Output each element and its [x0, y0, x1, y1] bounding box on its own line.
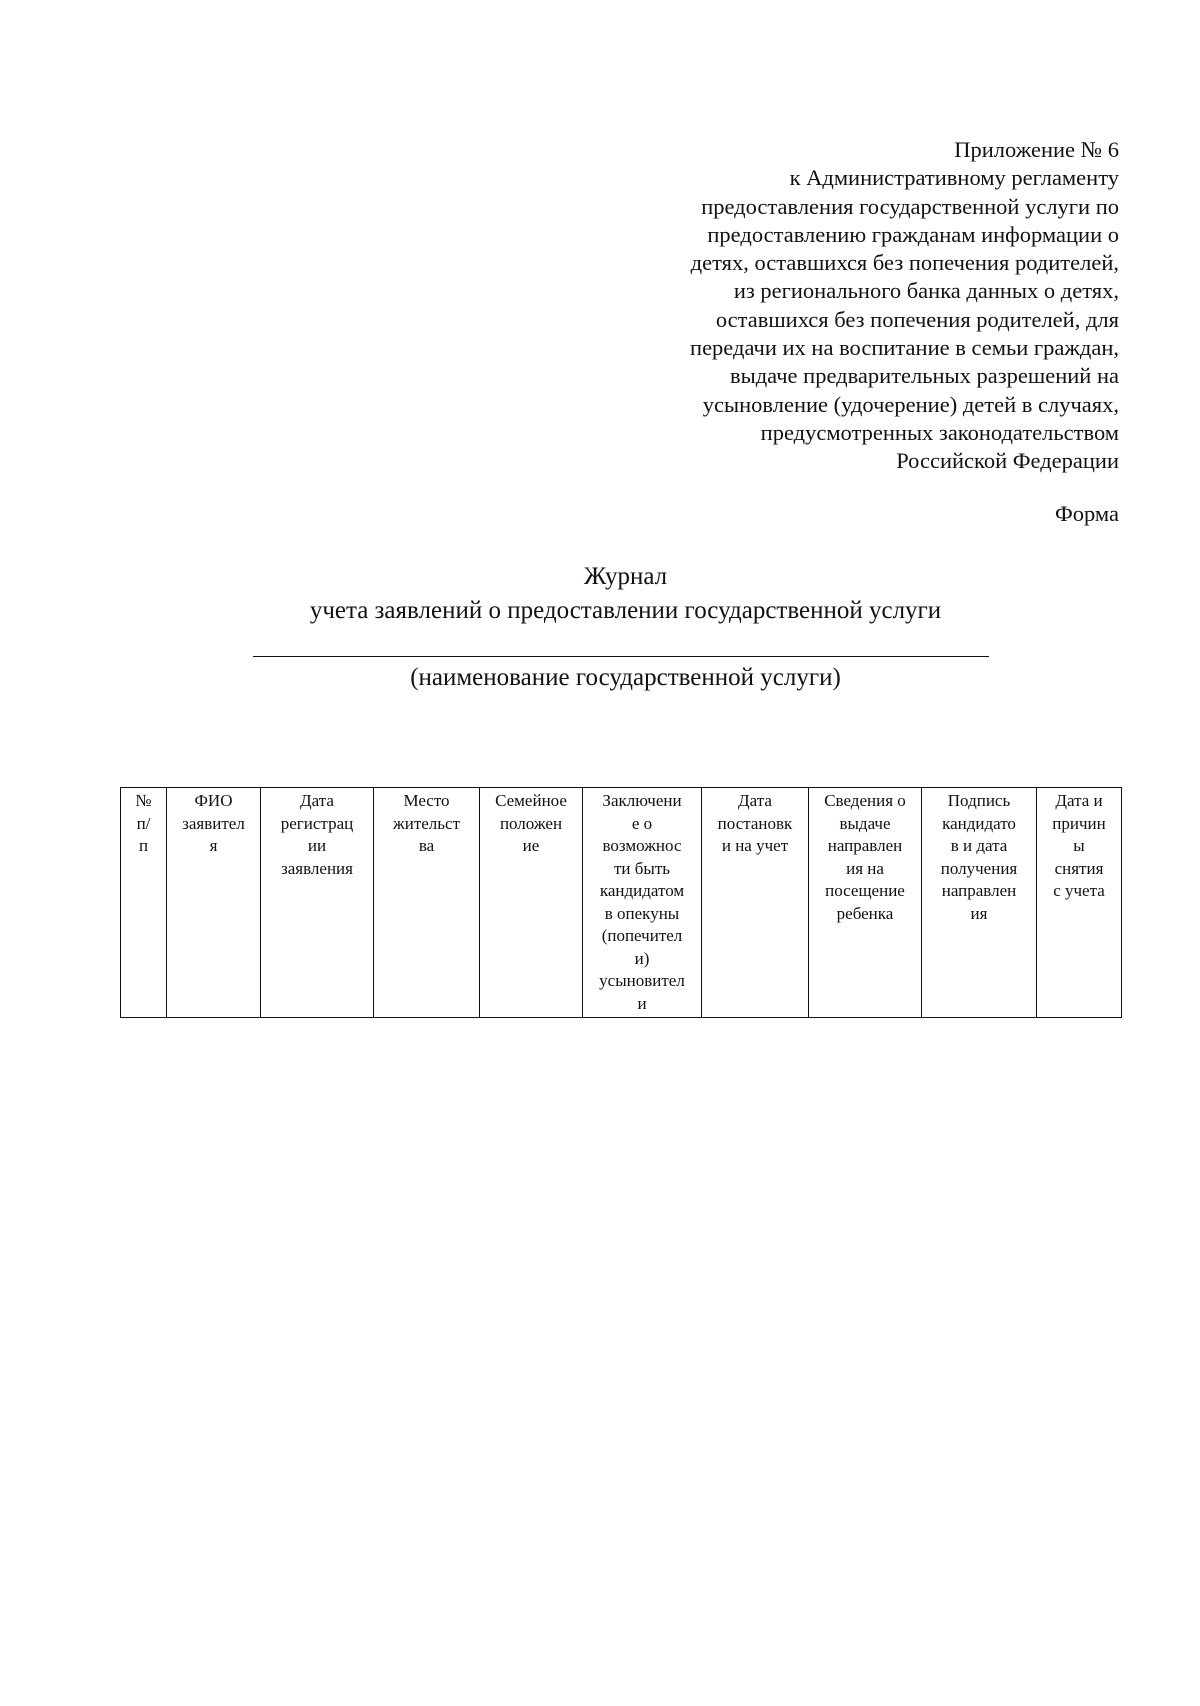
header-text-line: в опекуны — [604, 903, 680, 923]
header-text-line: с учета — [1053, 881, 1105, 900]
appendix-line: из регионального банка данных о детях, — [733, 278, 1119, 304]
header-text-line: заявления — [281, 858, 353, 878]
appendix-line: предусмотренных законодательством — [760, 419, 1119, 445]
header-text-line: возможнос — [602, 836, 682, 855]
service-name-blank-line — [253, 656, 989, 657]
header-text-line: причин — [1052, 813, 1106, 833]
header-text-line: направлен — [827, 836, 903, 855]
header-text-line: Дата и — [1055, 791, 1103, 810]
header-text-line: кандидатом — [599, 881, 685, 900]
header-text-line: ия на — [846, 858, 884, 878]
header-text-line: ии — [307, 836, 327, 855]
table-header-cell-col-candidate-signature — [922, 788, 1037, 1018]
header-text-line: Семейное — [495, 791, 567, 810]
header-text-line: Сведения о — [824, 791, 906, 810]
appendix-line: Приложение № 6 — [954, 137, 1119, 162]
appendix-line: предоставлению гражданам информации о — [707, 221, 1119, 247]
header-text-line: постановк — [717, 813, 793, 833]
header-text-line: е о — [631, 813, 653, 833]
header-text-line: получения — [940, 858, 1018, 878]
header-text-line: п — [138, 836, 149, 855]
table-header-cell-col-applicant-name — [167, 788, 261, 1018]
form-label: Форма — [1054, 501, 1119, 526]
table-header-cell-col-removal-date-reason — [1037, 788, 1122, 1018]
table-header-cell-col-registration-date — [261, 788, 374, 1018]
appendix-line: Российской Федерации — [896, 448, 1119, 474]
header-text-line: п/ — [136, 813, 151, 833]
journal-title: Журнал — [583, 563, 668, 590]
header-text-line: и) — [634, 948, 650, 968]
header-text-line: Место — [403, 791, 450, 810]
appendix-header — [559, 136, 1119, 476]
header-text-line: Заключени — [602, 791, 682, 810]
journal-subtitle: учета заявлений о предоставлении государственной услуги — [309, 597, 942, 624]
appendix-line: выдаче предварительных разрешений на — [729, 363, 1119, 389]
header-text-line: и на учет — [721, 836, 789, 855]
header-text-line: ие — [522, 836, 540, 855]
table-header-cell-col-marital-status — [480, 788, 583, 1018]
header-text-line: выдаче — [839, 813, 891, 833]
header-text-line: заявител — [182, 813, 245, 833]
header-text-line: направлен — [941, 881, 1017, 900]
table-header-row — [121, 788, 1122, 1018]
appendix-line: предоставления государственной услуги по — [701, 193, 1119, 219]
header-text-line: положен — [499, 813, 563, 833]
header-text-line: ФИО — [194, 791, 233, 810]
header-text-line: и — [637, 993, 647, 1013]
header-text-line: ти быть — [613, 858, 671, 878]
header-text-line: регистрац — [280, 813, 354, 833]
header-text-line: ребенка — [836, 903, 894, 923]
header-text-line: ва — [418, 836, 435, 855]
table-header-cell-col-registration-on-record-date — [702, 788, 809, 1018]
header-text-line: я — [209, 836, 218, 855]
table-header-cell-col-conclusion — [583, 788, 702, 1018]
table-header-cell-col-referral-info — [809, 788, 922, 1018]
header-text-line: Подпись — [947, 791, 1011, 810]
appendix-line: усыновление (удочерение) детей в случаях, — [702, 391, 1119, 417]
table-header-cell-col-residence — [374, 788, 480, 1018]
appendix-line: детях, оставшихся без попечения родителей, — [690, 250, 1119, 276]
header-text-line: ия — [970, 903, 988, 923]
header-text-line: усыновител — [599, 971, 685, 990]
header-text-line: снятия — [1054, 858, 1104, 878]
table-header-cell-col-number — [121, 788, 167, 1018]
header-text-line: посещение — [825, 881, 905, 900]
appendix-line: передачи их на воспитание в семьи граждан, — [690, 335, 1119, 361]
journal-table — [120, 787, 1122, 1018]
header-text-line: ы — [1073, 836, 1085, 855]
header-text-line: (попечител — [601, 926, 683, 945]
service-name-caption: (наименование государственной услуги) — [410, 664, 841, 691]
header-text-line: жительст — [392, 813, 461, 833]
header-text-line: Дата — [738, 791, 772, 810]
header-text-line: № — [135, 791, 152, 810]
appendix-line: оставшихся без попечения родителей, для — [715, 306, 1119, 332]
header-text-line: кандидато — [942, 813, 1016, 833]
header-text-line: в и дата — [950, 836, 1008, 855]
appendix-line: к Административному регламенту — [789, 165, 1119, 191]
header-text-line: Дата — [300, 791, 334, 810]
